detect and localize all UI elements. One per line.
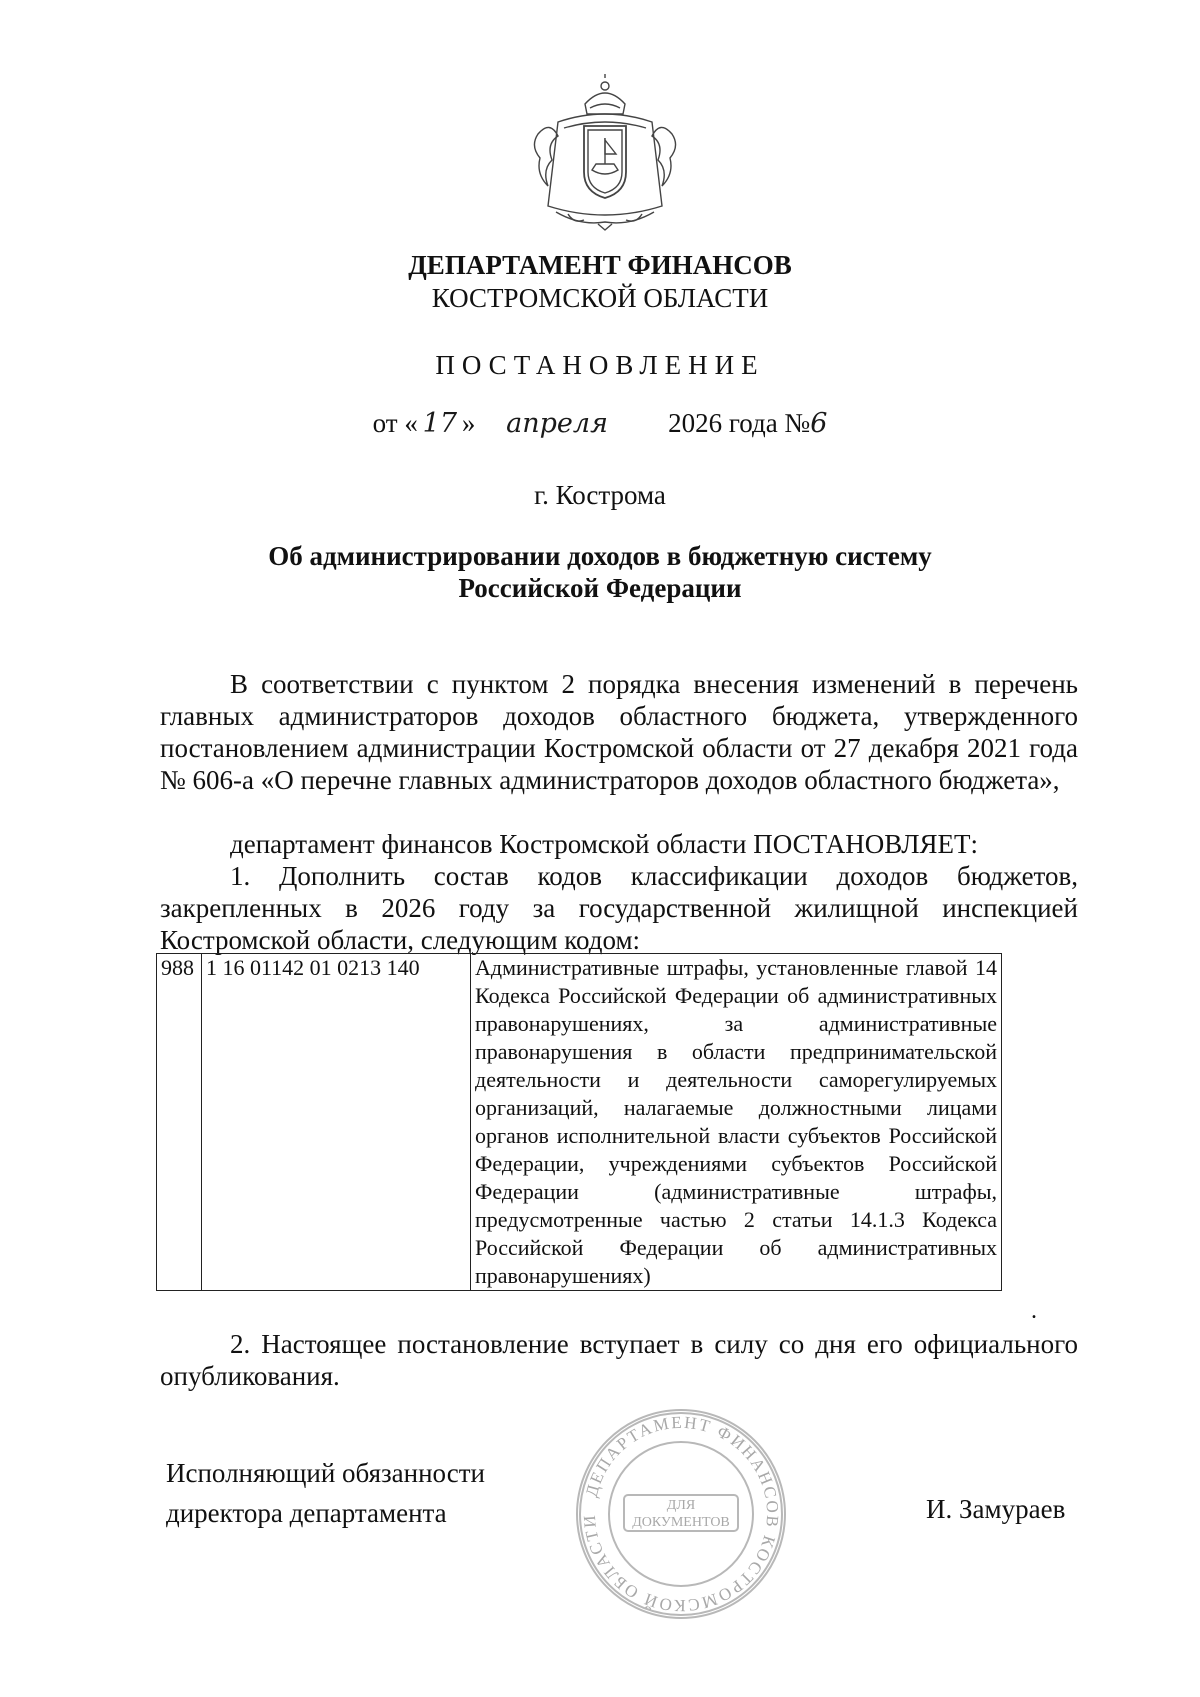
- date-day-close: »: [461, 408, 476, 438]
- stamp-inner-line-1: ДЛЯ: [666, 1498, 696, 1513]
- date-day-handwritten: 17: [422, 408, 457, 439]
- stamp-outer-text: ДЕПАРТАМЕНТ ФИНАНСОВ КОСТРОМСКОЙ ОБЛАСТИ: [579, 1412, 783, 1616]
- position-line-2: директора департамента: [166, 1498, 447, 1528]
- title-line-2: Российской Федерации: [458, 573, 742, 603]
- region-name: КОСТРОМСКОЙ ОБЛАСТИ: [431, 283, 769, 313]
- paragraph-preamble: [160, 668, 1078, 796]
- table-row: [157, 954, 1002, 1291]
- paragraph-item-2: [160, 1328, 1078, 1392]
- classification-codes-table: [156, 953, 1002, 1291]
- paragraph-item-1: [160, 860, 1078, 956]
- document-number-handwritten: 6: [810, 408, 828, 439]
- svg-text:ДЕПАРТАМЕНТ ФИНАНСОВ КОСТРОМСК: [580, 1413, 783, 1615]
- kbk-code-cell: 1 16 01142 01 0213 140: [202, 954, 471, 1291]
- department-name: ДЕПАРТАМЕНТ ФИНАНСОВ: [408, 250, 792, 280]
- official-stamp: [572, 1405, 790, 1623]
- paragraph-resolves: [160, 828, 1078, 860]
- admin-code-cell: 988: [157, 954, 202, 1291]
- paragraph-text: департамент финансов Костромской области ПОСТАНОВЛЯЕТ:: [230, 829, 979, 859]
- coat-of-arms-emblem: [528, 74, 682, 232]
- signatory-name: И. Замураев: [926, 1494, 1066, 1524]
- table-end-mark: .: [1031, 1298, 1037, 1324]
- description-cell: Административные штрафы, установленные главой 14 Кодекса Российской Федерации об административных правонарушениях, за административные правонарушения в области предпринимательской деятельности и деятельности саморегулируемых организаций, налагаемые должностными лицами органов исполнительной власти субъектов Российской Федерации, учреждениями субъектов Российской Федерации (административные штрафы, предусмотренные частью 2 статьи 14.1.3 Кодекса Российской Федерации об административных правонарушениях): [471, 954, 1002, 1291]
- date-prefix: от «: [372, 408, 418, 438]
- signatory-position: [166, 1453, 485, 1533]
- title-line-1: Об администрировании доходов в бюджетную систему: [268, 541, 932, 571]
- date-year-text: 2026 года №: [668, 408, 811, 438]
- position-line-1: Исполняющий обязанности: [166, 1458, 485, 1488]
- date-line: [0, 408, 1200, 439]
- document-type: ПОСТАНОВЛЕНИЕ: [435, 350, 765, 380]
- document-title: [0, 540, 1200, 604]
- paragraph-text: 1. Дополнить состав кодов классификации доходов бюджетов, закрепленных в 2026 году за государственной жилищной инспекцией Костромской области, следующим кодом:: [160, 861, 1078, 955]
- date-month-handwritten: апреля: [506, 408, 608, 439]
- stamp-inner-line-2: ДОКУМЕНТОВ: [632, 1515, 730, 1530]
- city: г. Кострома: [534, 480, 666, 510]
- paragraph-text: 2. Настоящее постановление вступает в силу со дня его официального опубликования.: [160, 1329, 1078, 1391]
- paragraph-text: В соответствии с пунктом 2 порядка внесения изменений в перечень главных администраторов доходов областного бюджета, утвержденного постановлением администрации Костромской области от 27 декабря 2021 года № 606-а «О перечне главных администраторов доходов областного бюджета»,: [160, 669, 1078, 795]
